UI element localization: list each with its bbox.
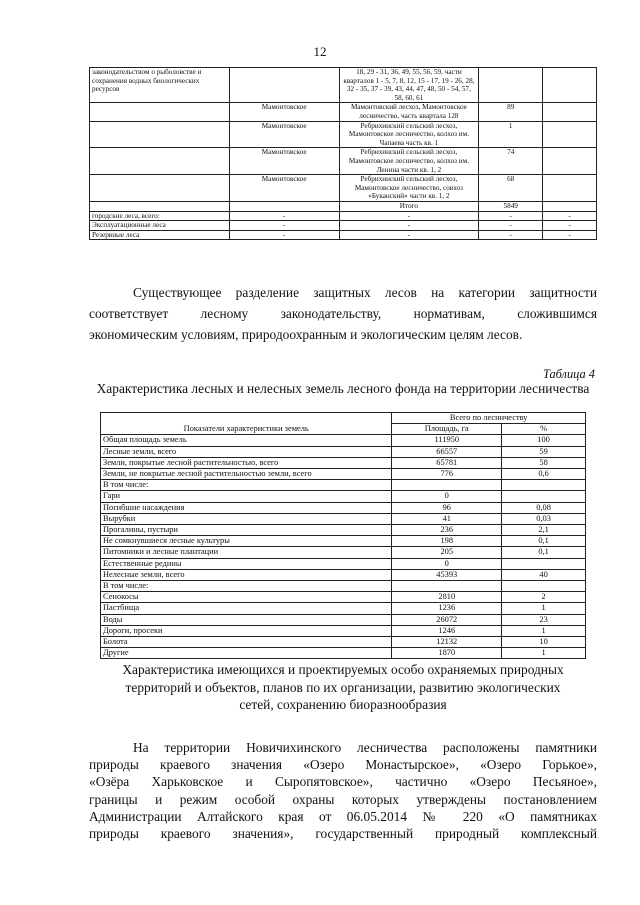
table-row bbox=[90, 175, 597, 202]
table-row bbox=[90, 230, 597, 240]
paragraph-line: Существующее разделение защитных лесов на категории защитности bbox=[133, 285, 597, 300]
cell-percent: 0,6 bbox=[502, 469, 586, 480]
cell-indicator: Вырубки bbox=[101, 513, 392, 524]
cell-indicator: Гари bbox=[101, 491, 392, 502]
cell-purpose: городские леса, всего: bbox=[90, 211, 230, 221]
cell-area: 96 bbox=[392, 502, 502, 513]
heading-line: территорий и объектов, планов по их организации, развитию экологических bbox=[125, 679, 561, 695]
cell-percent bbox=[502, 491, 586, 502]
table-row bbox=[101, 513, 586, 524]
table-row bbox=[101, 469, 586, 480]
cell-purpose bbox=[90, 148, 230, 175]
cell-area: 74 bbox=[479, 148, 543, 175]
cell-area: 89 bbox=[479, 103, 543, 121]
cell-district: Мамонтовское bbox=[229, 121, 339, 148]
cell-district bbox=[229, 201, 339, 211]
cell-area: 26072 bbox=[392, 614, 502, 625]
cell-area: 65781 bbox=[392, 457, 502, 468]
paragraph-line: экономическим условиям, природоохранным и экологическим целям лесов. bbox=[89, 327, 523, 342]
table-row bbox=[101, 625, 586, 636]
table-label: Таблица 4 bbox=[543, 367, 595, 381]
cell-percent: 1 bbox=[502, 625, 586, 636]
cell-indicator: Лесные земли, всего bbox=[101, 446, 392, 457]
cell-indicator: Дороги, просеки bbox=[101, 625, 392, 636]
table-row bbox=[101, 637, 586, 648]
cell-indicator: Естественные редины bbox=[101, 558, 392, 569]
section-heading bbox=[89, 661, 597, 714]
cell-indicator: Питомники и лесные плантации bbox=[101, 547, 392, 558]
table-row bbox=[101, 603, 586, 614]
cell-purpose: Эксплуатационные леса bbox=[90, 221, 230, 231]
cell-indicator: Другие bbox=[101, 648, 392, 659]
page-number: 12 bbox=[313, 44, 327, 59]
cell-indicator: Нелесные земли, всего bbox=[101, 569, 392, 580]
table-row bbox=[101, 457, 586, 468]
cell-extra bbox=[543, 201, 597, 211]
cell-area: 12132 bbox=[392, 637, 502, 648]
cell-indicator: Болота bbox=[101, 637, 392, 648]
cell-area: 205 bbox=[392, 547, 502, 558]
table-title: Характеристика лесных и нелесных земель лесного фонда на территории лесничества bbox=[96, 381, 590, 396]
table-row bbox=[101, 581, 586, 592]
cell-location: - bbox=[339, 221, 479, 231]
cell-district: Мамонтовское bbox=[229, 175, 339, 202]
cell-indicator: Пастбища bbox=[101, 603, 392, 614]
cell-purpose: законодательством о рыболовстве и сохранения водных биологических ресурсов bbox=[90, 68, 230, 103]
cell-district: - bbox=[229, 221, 339, 231]
table-row bbox=[101, 558, 586, 569]
paragraph-line: Администрации Алтайского края от 06.05.2014 № 220 «О памятниках bbox=[89, 808, 597, 824]
paragraph-line: соответствует лесному законодательству, нормативам, сложившимся bbox=[89, 306, 597, 321]
cell-location: Ребрихинский сельский лесхоз, Мамонтовское лесничество, колхоз им. Чапаева часть кв. 1 bbox=[339, 121, 479, 148]
table-row bbox=[90, 201, 597, 211]
cell-location: Ребрихинский сельский лесхоз, Мамонтовское лесничество, совхоз «Буканский» части кв. 1, 2 bbox=[339, 175, 479, 202]
cell-extra bbox=[543, 121, 597, 148]
heading-line: Характеристика имеющихся и проектируемых особо охраняемых природных bbox=[122, 662, 564, 677]
land-characteristics-table bbox=[100, 412, 586, 659]
table-row bbox=[101, 446, 586, 457]
cell-indicator: Погибшие насаждения bbox=[101, 502, 392, 513]
column-header-percent: % bbox=[502, 424, 586, 435]
paragraph-line: природы краевого значения «Озеро Монастырское», «Озеро Горькое», bbox=[89, 757, 597, 773]
cell-extra bbox=[543, 103, 597, 121]
cell-area: 776 bbox=[392, 469, 502, 480]
cell-percent: 100 bbox=[502, 435, 586, 446]
table-row bbox=[90, 103, 597, 121]
cell-area: 2810 bbox=[392, 592, 502, 603]
cell-percent: 0,1 bbox=[502, 536, 586, 547]
cell-area: 1 bbox=[479, 121, 543, 148]
table-row bbox=[101, 547, 586, 558]
cell-indicator: В том числе: bbox=[101, 581, 392, 592]
cell-extra: - bbox=[543, 221, 597, 231]
cell-district bbox=[229, 68, 339, 103]
cell-extra: - bbox=[543, 230, 597, 240]
cell-purpose: Резервные леса bbox=[90, 230, 230, 240]
cell-percent: 59 bbox=[502, 446, 586, 457]
table-row bbox=[101, 614, 586, 625]
table-row bbox=[101, 648, 586, 659]
cell-percent: 0,03 bbox=[502, 513, 586, 524]
table-row bbox=[101, 502, 586, 513]
column-header-area: Площадь, га bbox=[392, 424, 502, 435]
table-row bbox=[90, 148, 597, 175]
cell-extra bbox=[543, 148, 597, 175]
cell-percent: 58 bbox=[502, 457, 586, 468]
cell-location: Ребрихинский сельский лесхоз, Мамонтовское лесничество, колхоз им. Ленина части кв. 1, 2 bbox=[339, 148, 479, 175]
cell-percent: 23 bbox=[502, 614, 586, 625]
cell-indicator: Земли, не покрытые лесной растительностью земли, всего bbox=[101, 469, 392, 480]
cell-area: 66557 bbox=[392, 446, 502, 457]
cell-area bbox=[479, 68, 543, 103]
column-header-indicator: Показатели характеристики земель bbox=[101, 413, 392, 435]
cell-percent: 2 bbox=[502, 592, 586, 603]
cell-purpose bbox=[90, 201, 230, 211]
cell-extra: - bbox=[543, 211, 597, 221]
cell-area: 0 bbox=[392, 558, 502, 569]
paragraph-protected-areas bbox=[89, 739, 597, 842]
cell-indicator: Общая площадь земель bbox=[101, 435, 392, 446]
cell-area: 111950 bbox=[392, 435, 502, 446]
paragraph-protective-categories bbox=[89, 282, 597, 345]
cell-percent bbox=[502, 581, 586, 592]
protective-forests-table bbox=[89, 67, 597, 240]
heading-line: сетей, сохранению биоразнообразия bbox=[239, 697, 447, 712]
cell-purpose bbox=[90, 103, 230, 121]
cell-location: - bbox=[339, 230, 479, 240]
cell-area: 0 bbox=[392, 491, 502, 502]
cell-percent: 1 bbox=[502, 603, 586, 614]
cell-purpose bbox=[90, 121, 230, 148]
cell-area: 45393 bbox=[392, 569, 502, 580]
cell-percent: 40 bbox=[502, 569, 586, 580]
cell-area: - bbox=[479, 221, 543, 231]
table-row bbox=[101, 491, 586, 502]
cell-area: 41 bbox=[392, 513, 502, 524]
cell-percent bbox=[502, 480, 586, 491]
table-row bbox=[101, 592, 586, 603]
cell-area: 1246 bbox=[392, 625, 502, 636]
cell-percent: 0,1 bbox=[502, 547, 586, 558]
cell-area: 5849 bbox=[479, 201, 543, 211]
cell-area: 68 bbox=[479, 175, 543, 202]
cell-percent: 2,1 bbox=[502, 525, 586, 536]
cell-indicator: В том числе: bbox=[101, 480, 392, 491]
cell-district: - bbox=[229, 211, 339, 221]
cell-percent bbox=[502, 558, 586, 569]
cell-purpose bbox=[90, 175, 230, 202]
paragraph-line: «Озёра Харьковское и Сыропятовское», частично «Озеро Песьяное», bbox=[89, 774, 597, 790]
cell-extra bbox=[543, 68, 597, 103]
cell-indicator: Сенокосы bbox=[101, 592, 392, 603]
table-row bbox=[90, 68, 597, 103]
table-row bbox=[101, 525, 586, 536]
paragraph-line: природы краевого значения», государственный природный комплексный bbox=[89, 826, 597, 842]
table-row bbox=[101, 435, 586, 446]
cell-area bbox=[392, 581, 502, 592]
paragraph-line: границы и режим особой охраны которых утверждены постановлением bbox=[89, 791, 597, 807]
cell-indicator: Прогалины, пустыри bbox=[101, 525, 392, 536]
cell-percent: 0,08 bbox=[502, 502, 586, 513]
cell-area: 236 bbox=[392, 525, 502, 536]
cell-district: - bbox=[229, 230, 339, 240]
cell-area: 198 bbox=[392, 536, 502, 547]
cell-percent: 10 bbox=[502, 637, 586, 648]
cell-district: Мамонтовское bbox=[229, 103, 339, 121]
cell-location: - bbox=[339, 211, 479, 221]
cell-area: 1236 bbox=[392, 603, 502, 614]
cell-location: 18, 29 - 31, 36, 49, 55, 56, 59, части кварталов 1 - 5, 7, 8, 12, 15 - 17, 19 - 26, 28, 32 - 35, 37 - 39, 43, 44, 47, 48, 50 - 54, 57, 58, 60, 61 bbox=[339, 68, 479, 103]
cell-area bbox=[392, 480, 502, 491]
cell-area: - bbox=[479, 211, 543, 221]
table-row bbox=[101, 480, 586, 491]
table-row bbox=[90, 121, 597, 148]
cell-extra bbox=[543, 175, 597, 202]
cell-area: - bbox=[479, 230, 543, 240]
table-row bbox=[101, 536, 586, 547]
cell-indicator: Воды bbox=[101, 614, 392, 625]
cell-area: 1870 bbox=[392, 648, 502, 659]
cell-location: Мамонтовский лесхоз, Мамонтовское лесничество, часть квартала 128 bbox=[339, 103, 479, 121]
cell-percent: 1 bbox=[502, 648, 586, 659]
column-group-header: Всего по лесничеству bbox=[392, 413, 586, 424]
table-row bbox=[101, 569, 586, 580]
cell-indicator: Не сомкнувшиеся лесные культуры bbox=[101, 536, 392, 547]
paragraph-line: На территории Новичихинского лесничества расположены памятники bbox=[133, 740, 597, 755]
cell-district: Мамонтовское bbox=[229, 148, 339, 175]
table-row bbox=[90, 211, 597, 221]
cell-location: Итого bbox=[339, 201, 479, 211]
cell-indicator: Земли, покрытые лесной растительностью, всего bbox=[101, 457, 392, 468]
table-row bbox=[90, 221, 597, 231]
